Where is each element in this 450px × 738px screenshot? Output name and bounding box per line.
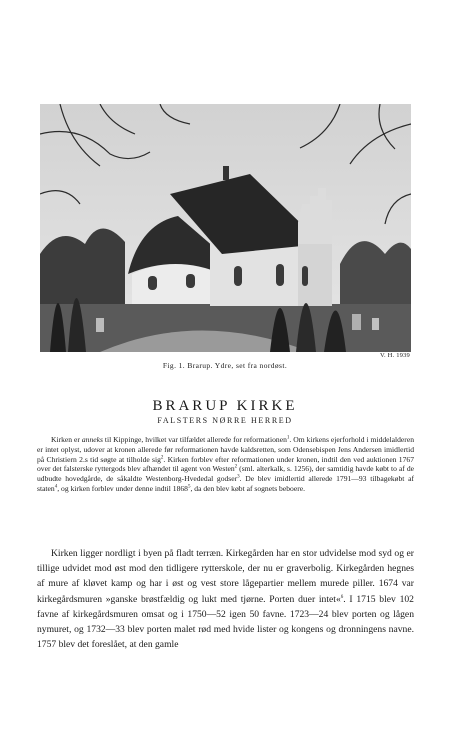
body-seg: Kirken ligger nordligt i byen på fladt terræn. Kirkegården har en stor udvidelse mod syd og er tillige udvidet mod øst mod den tidligere rytterskole, der nu er graverbolig. Kirkegården hegnes af mure af kløvet kamp og har i øst og vest store lågepartier mellem murede piller. 1674 var kirkegårdsmuren »ganske brøstfældig og lukt med tjørne. Porten duer intet« [37, 548, 414, 605]
footnote-ref: 3 [237, 474, 240, 480]
intro-seg: (sml. alterkalk, s. 1256), der samtidig havde købt to af de udbudte hovedgårde, de såkaldte Westenborg-Hvededal godser [37, 464, 415, 484]
footnote-ref: 1 [286, 435, 290, 441]
intro-seg: . Om kirkens ejerforhold i middelalderen er intet oplyst, udover at kronen allerede før reformationen havde kaldsretten, som Odensebispen Jens Andersen imidlertid på Christiern 2.s tid søgte at tilholde sig [37, 435, 414, 464]
footnote-ref: 5 [187, 484, 191, 490]
body-text [37, 546, 414, 652]
intro-seg: . De blev imidlertid allerede 1791—93 tilbagekøbt af staten [37, 474, 415, 493]
intro-seg: , og kirken forblev under denne indtil 1868 [57, 483, 188, 493]
body-seg: . I 1715 blev 102 favne af kirkegårdsmuren omsat og i 1750—52 igen 50 favne. 1723—24 blev porten og lågen nymuret, og 1732—33 blev porten malet rød med hvide lister og kongens og dronningens navne. 1757 blev det foreslået, at den gamle [37, 593, 414, 651]
church-photo-drawing [40, 104, 411, 352]
footnote-ref: 4 [54, 484, 58, 490]
page-title: BRARUP KIRKE [152, 398, 298, 414]
photo-credit: V. H. 1939 [379, 352, 410, 359]
intro-seg: til Kippinge, hvilket var tilfældet allerede for reformationen [102, 435, 287, 444]
body-paragraph [37, 546, 414, 652]
intro-paragraph [37, 435, 414, 494]
church-photograph [40, 104, 411, 352]
intro-seg: , da den blev købt af sognets beboere. [190, 483, 305, 493]
intro-text [37, 435, 414, 494]
intro-seg: Kirken er [51, 435, 82, 444]
footnote-ref: 2 [160, 455, 164, 461]
footnote-ref: 6 [340, 594, 344, 600]
intro-emphasis: anneks [81, 435, 103, 444]
footnote-ref: 2 [234, 464, 238, 470]
page-subtitle: FALSTERS NØRRE HERRED [157, 416, 293, 425]
figure-caption: Fig. 1. Brarup. Ydre, set fra nordøst. [162, 361, 288, 370]
intro-seg: . Kirken forblev efter reformationen under kronen, indtil den ved auktionen 1767 over det falsterske ryttergods blev afhændet til agent von Westen [37, 454, 414, 474]
